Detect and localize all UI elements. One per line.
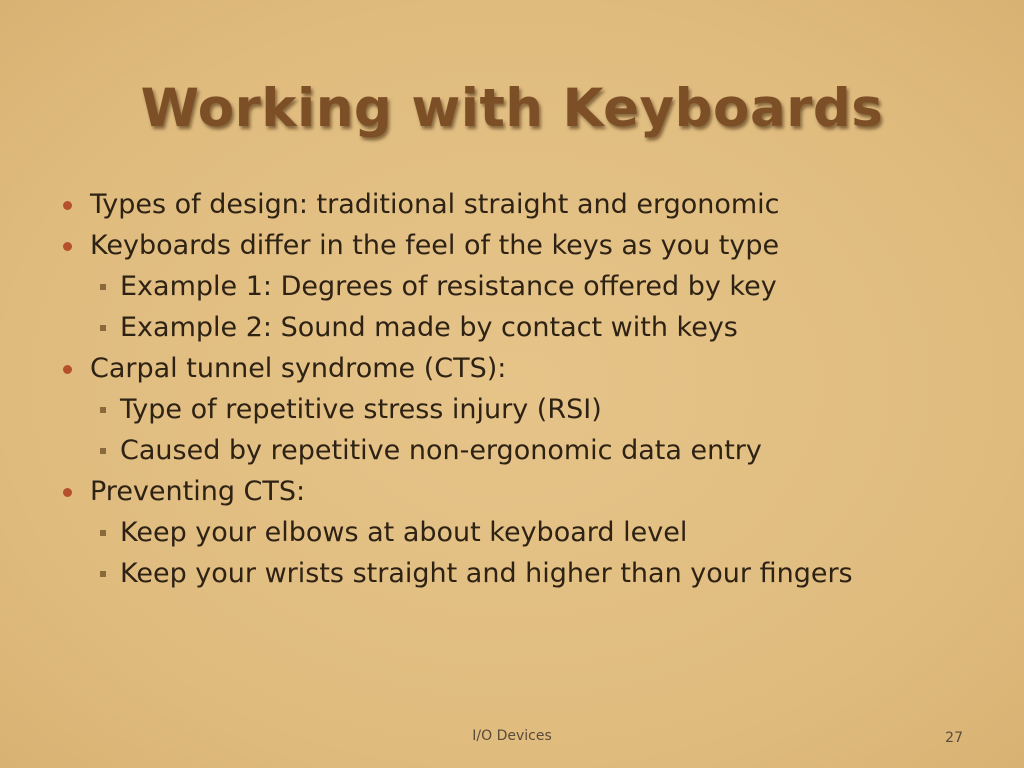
bullet-dot-icon (63, 488, 72, 497)
bullet-dot-icon (63, 365, 72, 374)
sub-bullet-item: Type of repetitive stress injury (RSI) (120, 394, 602, 425)
bullet-item: Carpal tunnel syndrome (CTS): (90, 353, 507, 384)
sub-bullet-square-icon (100, 571, 106, 577)
sub-bullet-item: Caused by repetitive non-ergonomic data entry (120, 435, 762, 466)
sub-bullet-square-icon (100, 407, 106, 413)
page-number: 27 (945, 730, 963, 746)
sub-bullet-square-icon (100, 530, 106, 536)
bullet-item: Types of design: traditional straight and ergonomic (90, 189, 780, 220)
sub-bullet-item: Example 2: Sound made by contact with keys (120, 312, 738, 343)
slide-footer: I/O Devices (472, 728, 552, 744)
sub-bullet-square-icon (100, 448, 106, 454)
bullet-dot-icon (63, 201, 72, 210)
sub-bullet-item: Keep your elbows at about keyboard level (120, 517, 688, 548)
bullet-item: Keyboards differ in the feel of the keys as you type (90, 230, 780, 261)
sub-bullet-square-icon (100, 325, 106, 331)
sub-bullet-square-icon (100, 284, 106, 290)
slide-title: Working with Keyboards (140, 78, 884, 139)
sub-bullet-item: Example 1: Degrees of resistance offered by key (120, 271, 777, 302)
bullet-item: Preventing CTS: (90, 476, 306, 507)
sub-bullet-item: Keep your wrists straight and higher than your fingers (120, 558, 853, 589)
bullet-dot-icon (63, 242, 72, 251)
